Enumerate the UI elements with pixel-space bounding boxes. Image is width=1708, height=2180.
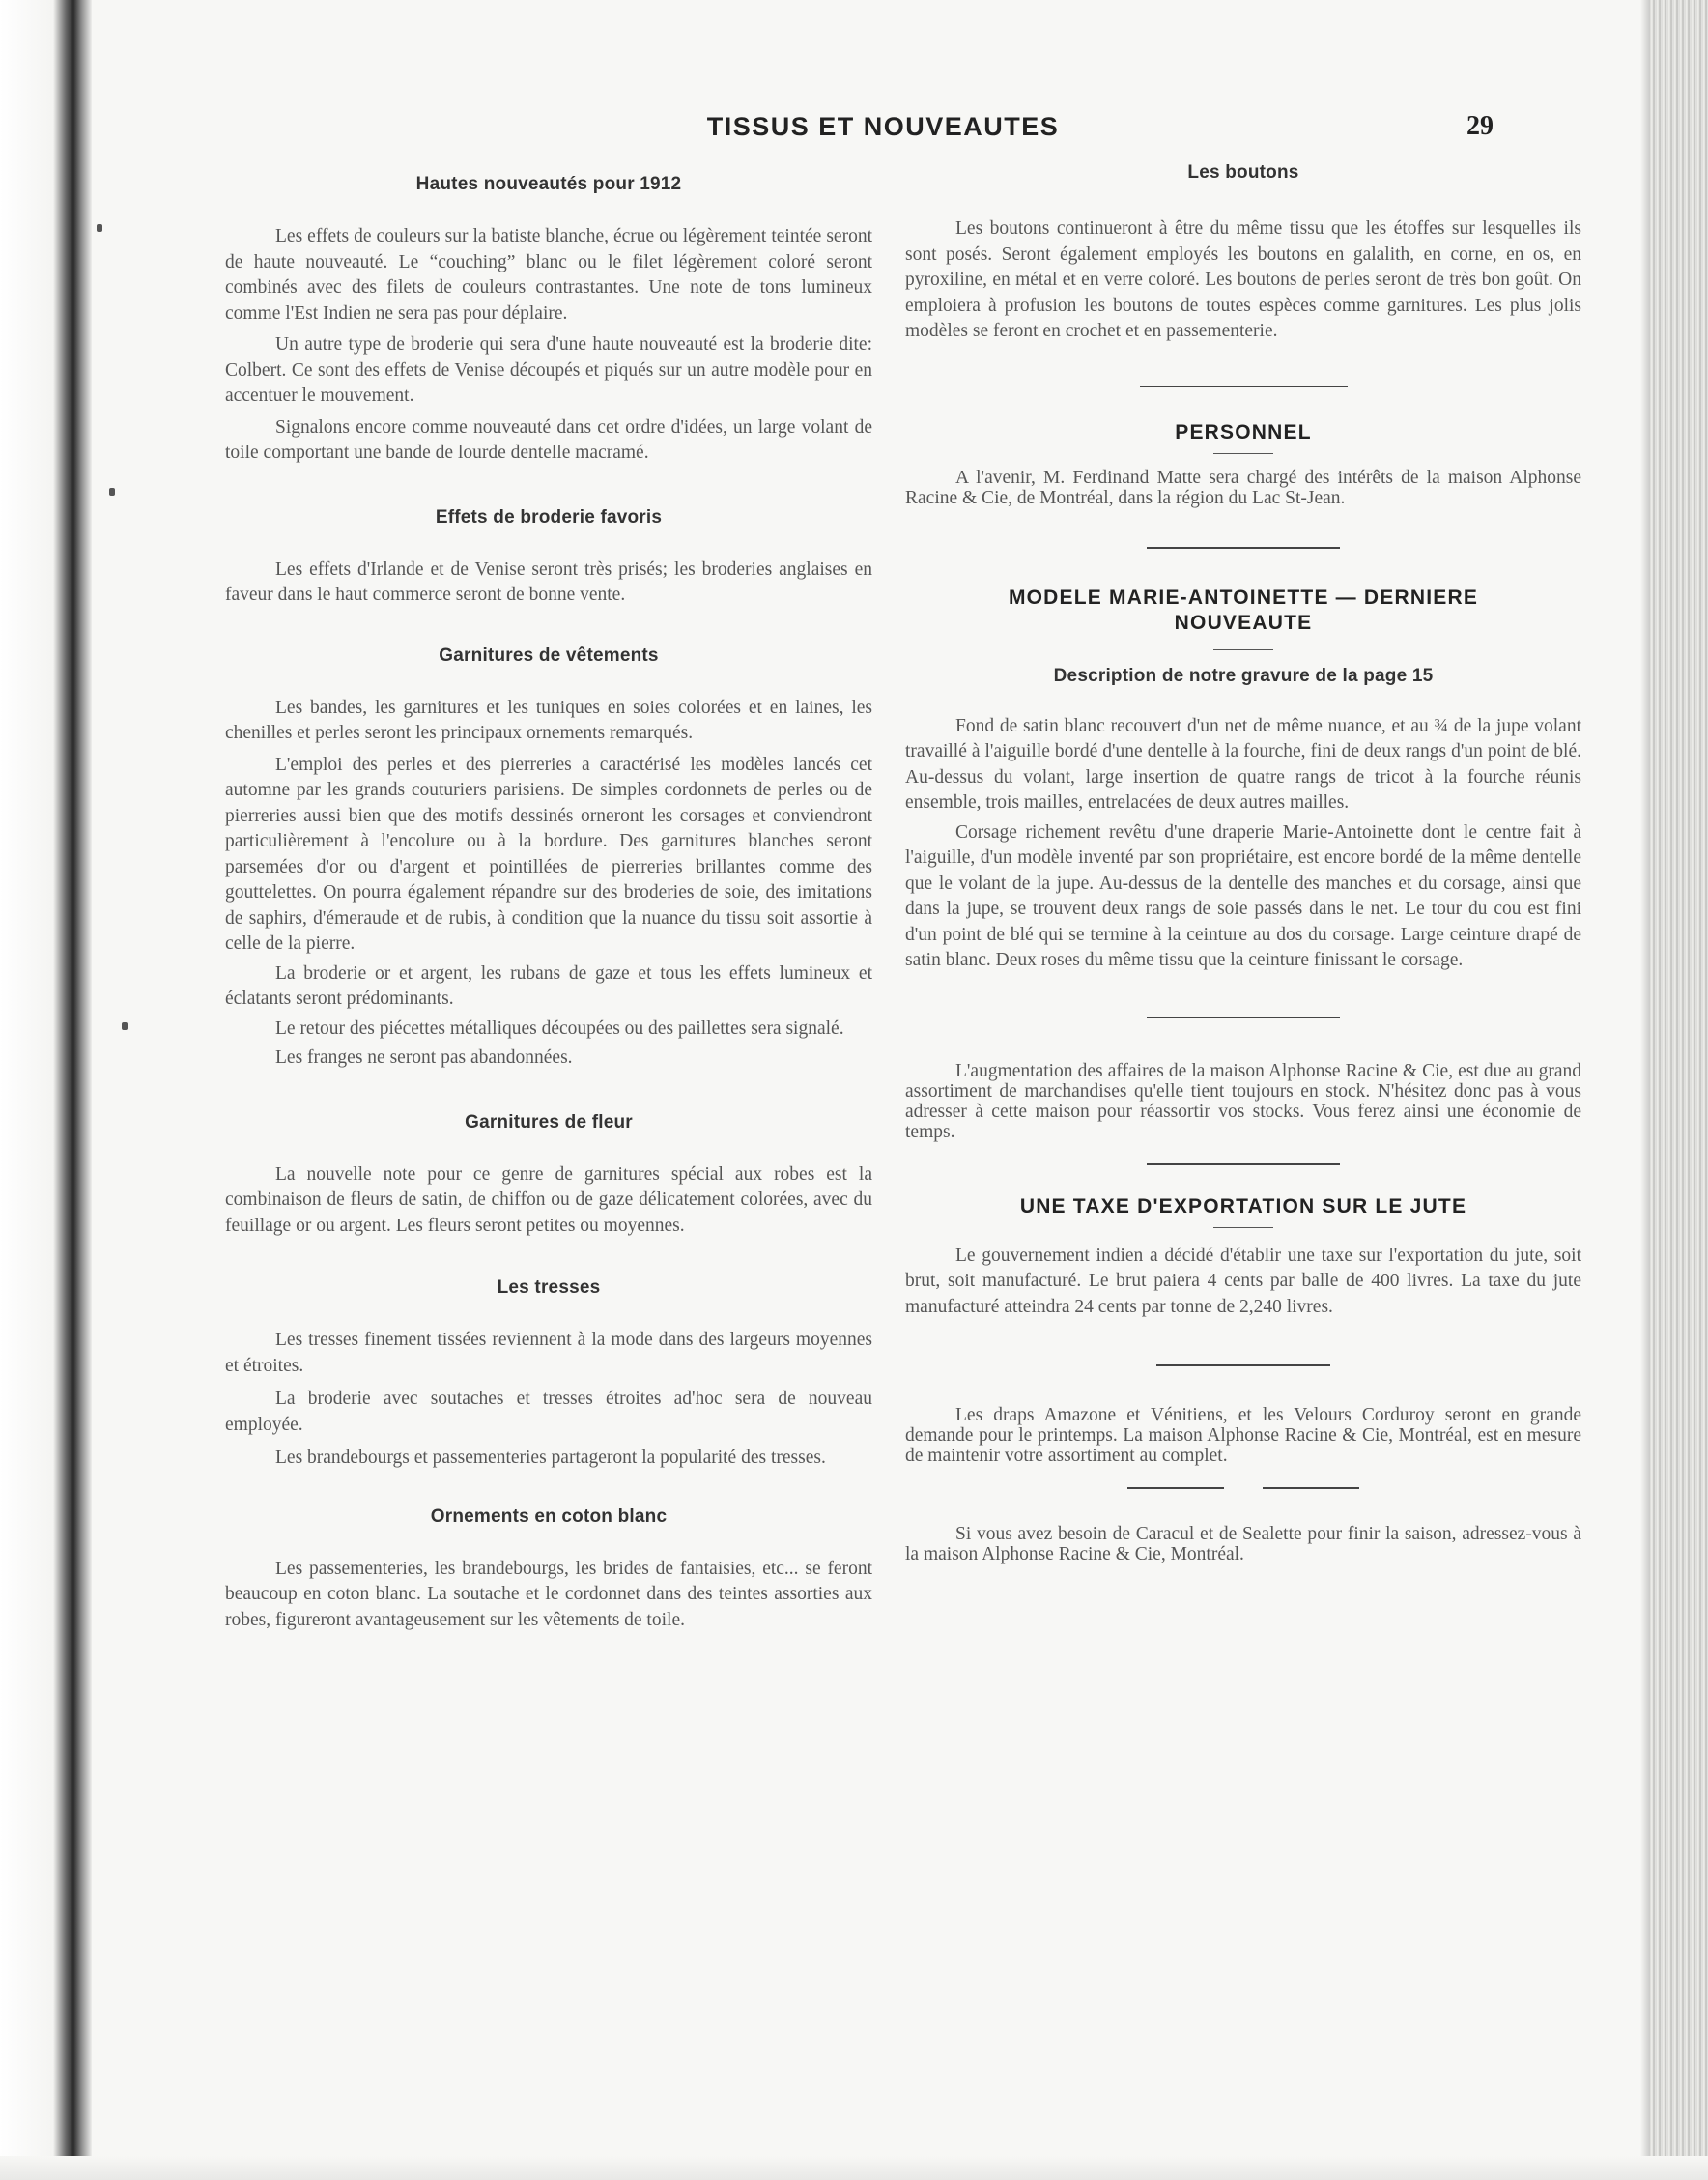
paragraph: Les brandebourgs et passementeries partageront la popularité des tresses.	[275, 1448, 826, 1468]
paragraph: L'emploi des perles et des pierreries a caractérisé les modèles lancés cet automne par les grands couturiers parisiens. De simples cordonnets de perles ou de pierreries aussi bien que des motifs dessinés orneront les corsages et conviendront particulièrement à l'encolure ou à la bordure. Des garnitures blanches seront parsemées d'or ou d'argent et pointillées de pierreries brillantes comme des gouttelettes. On pourra également répandre sur des broderies de soie, des imitations de saphirs, d'émeraude et de rubis, à condition que la nuance du tissu soit assortie à celle de la pierre.	[225, 754, 872, 954]
section-heading: Ornements en coton blanc	[430, 1506, 668, 1527]
section-heading: PERSONNEL	[1175, 420, 1312, 444]
scan-mark	[109, 488, 115, 496]
paragraph: Les draps Amazone et Vénitiens, et les Velours Corduroy seront en grande demande pour le printemps. La maison Alphonse Racine & Cie, Montréal, est en mesure de maintenir votre assortiment au complet.	[905, 1405, 1581, 1466]
paragraph: Les effets de couleurs sur la batiste blanche, écrue ou légèrement teintée seront de haute nouveauté. Le “couching” blanc ou le filet légèrement coloré seront combinés avec des filets de couleurs contrastantes. Une note de tons lumineux comme l'Est Indien ne sera pas pour déplaire.	[225, 226, 872, 324]
section-heading: UNE TAXE D'EXPORTATION SUR LE JUTE	[1019, 1194, 1467, 1218]
running-title: TISSUS ET NOUVEAUTES	[706, 112, 1060, 141]
section-heading: Garnitures de fleur	[465, 1111, 633, 1133]
section-heading: Effets de broderie favoris	[435, 506, 663, 528]
paragraph: La broderie or et argent, les rubans de gaze et tous les effets lumineux et éclatants seront prédominants.	[225, 962, 872, 1009]
paragraph: L'augmentation des affaires de la maison Alphonse Racine & Cie, est due au grand assortiment de marchandises qu'elle tient toujours en stock. N'hésitez donc pas à vous adresser à cette maison pour réassortir vos stocks. Vous ferez ainsi une économie de temps.	[905, 1060, 1581, 1142]
paragraph: Les franges ne seront pas abandonnées.	[275, 1047, 573, 1068]
page-bottom-shade	[0, 2156, 1708, 2180]
paragraph: Corsage richement revêtu d'une draperie Marie-Antoinette dont le centre fait à l'aiguille, d'un modèle inventé par son propriétaire, est encore bordé de la même dentelle que le volant de la jupe. Au-dessus de la dentelle des manches et du corsage, ainsi que dans la jupe, se trouvent deux rangs de soie passés dans le net. Le tour du cou est fini d'un point de blé qui se termine à la ceinture au dos du corsage. Large ceinture drapé de satin blanc. Deux roses du même tissu que la ceinture finissant le corsage.	[905, 821, 1581, 970]
paragraph: Si vous avez besoin de Caracul et de Sealette pour finir la saison, adressez-vous à la maison Alphonse Racine & Cie, Montréal.	[905, 1524, 1581, 1564]
section-heading: Les tresses	[497, 1277, 601, 1298]
paragraph: Un autre type de broderie qui sera d'une haute nouveauté est la broderie dite: Colbert. Ce sont des effets de Venise découpés et piqués sur un autre modèle pour en accentuer le mouvement.	[225, 334, 872, 406]
page-shadow	[1640, 0, 1650, 2180]
page-number: 29	[1466, 111, 1494, 141]
paragraph: La nouvelle note pour ce genre de garnitures spécial aux robes est la combinaison de fleurs de satin, de chiffon ou de gaze délicatement colorées, avec du feuillage or ou argent. Les fleurs seront petites ou moyennes.	[225, 1163, 872, 1236]
paragraph: A l'avenir, M. Ferdinand Matte sera chargé des intérêts de la maison Alphonse Racine & Cie, de Montréal, dans la région du Lac St-Jean.	[905, 467, 1581, 508]
page-stack-edge	[1650, 0, 1708, 2180]
section-heading-continued: NOUVEAUTE	[1174, 611, 1313, 634]
section-heading: Garnitures de vêtements	[439, 645, 659, 666]
divider-right	[1263, 1487, 1359, 1489]
book-gutter	[0, 0, 92, 2180]
paragraph: La broderie avec soutaches et tresses étroites ad'hoc sera de nouveau employée.	[225, 1389, 872, 1435]
paragraph: Signalons encore comme nouveauté dans cet ordre d'idées, un large volant de toile comportant une bande de lourde dentelle macramé.	[225, 416, 872, 463]
section-heading: Les boutons	[1187, 162, 1299, 183]
right-column	[905, 162, 1581, 1564]
paragraph: Le gouvernement indien a décidé d'établir une taxe sur l'exportation du jute, soit brut, soit manufacturé. Le brut paiera 4 cents par balle de 400 livres. La taxe du jute manufacturé atteindra 24 cents par tonne de 2,240 livres.	[905, 1245, 1581, 1317]
scan-mark	[97, 224, 102, 232]
section-heading: Hautes nouveautés pour 1912	[415, 174, 682, 194]
paragraph: Les effets d'Irlande et de Venise seront très prisés; les broderies anglaises en faveur dans le haut commerce seront de bonne vente.	[225, 559, 872, 605]
divider-left	[1127, 1487, 1224, 1489]
paragraph: Les tresses finement tissées reviennent à la mode dans des largeurs moyennes et étroites.	[225, 1330, 872, 1376]
paragraph: Les boutons continueront à être du même tissu que les étoffes sur lesquelles ils sont posés. Seront également employés les boutons en galalith, en corne, en os, en pyroxiline, en métal et en verre coloré. Les boutons de perles seront de très bon goût. On emploiera à profusion les boutons de toutes espèces comme garnitures. Les plus jolis modèles se feront en crochet et en passementerie.	[905, 218, 1581, 341]
paragraph: Les passementeries, les brandebourgs, les brides de fantaisies, etc... se feront beaucoup en coton blanc. La soutache et le cordonnet dans des teintes assorties aux robes, figureront avantageusement sur les vêtements de toile.	[225, 1558, 872, 1630]
scan-mark	[122, 1022, 128, 1030]
paragraph: Fond de satin blanc recouvert d'un net de même nuance, et au ¾ de la jupe volant travaillé à l'aiguille bordé d'une dentelle à la fourche, fini de deux rangs d'un point de blé. Au-dessus du volant, large insertion de quatre rangs de tricot à la fourche réunis ensemble, trois mailles, entrelacées de deux autres mailles.	[905, 715, 1581, 813]
subheading: Description de notre gravure de la page 15	[1053, 665, 1434, 686]
paragraph: Les bandes, les garnitures et les tuniques en soies colorées et en laines, les chenilles et perles seront les principaux ornements remarqués.	[225, 697, 872, 743]
section-heading: MODELE MARIE-ANTOINETTE — DERNIERE	[1008, 586, 1479, 609]
paragraph: Le retour des piécettes métalliques découpées ou des paillettes sera signalé.	[275, 1018, 844, 1039]
left-column	[225, 174, 872, 1633]
